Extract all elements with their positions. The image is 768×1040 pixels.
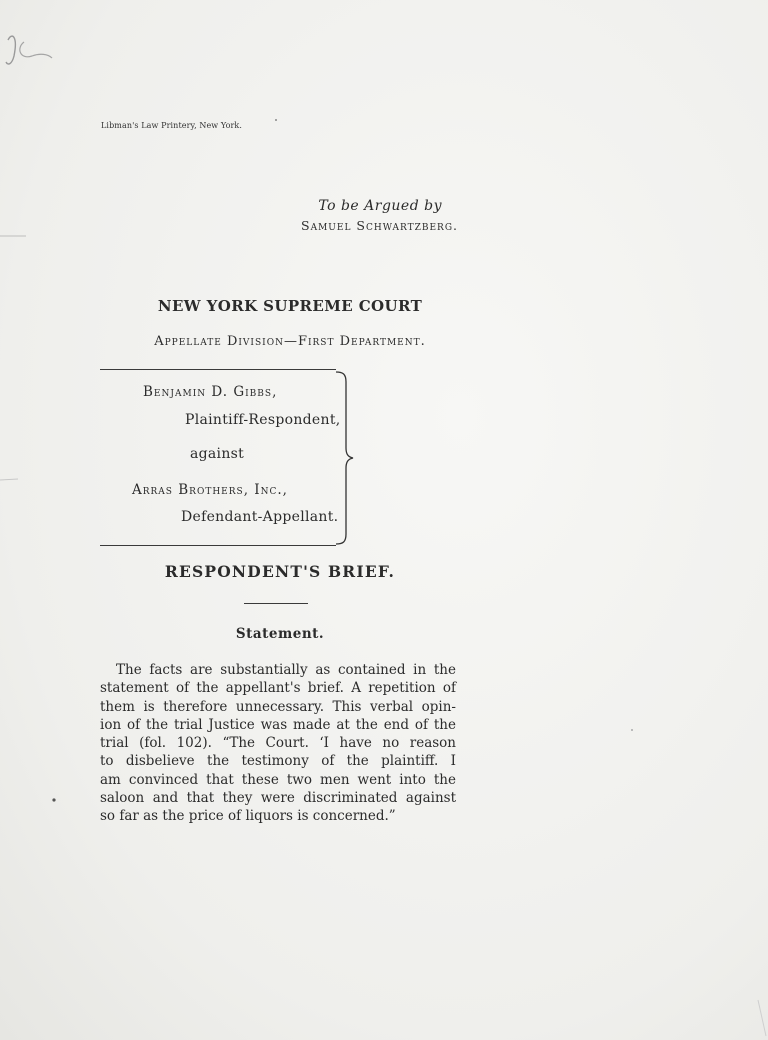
plaintiff-name: Benjamin D. Gibbs,: [143, 384, 278, 400]
paragraph-line: so far as the price of liquors is concerned.”: [100, 808, 396, 825]
paragraph-line: am convinced that these two men went into the: [100, 771, 456, 788]
paragraph-line: them is therefore unnecessary. This verbal opin-: [100, 698, 456, 715]
argued-by-name: Samuel Schwartzberg.: [301, 218, 458, 233]
paragraph-line: saloon and that they were discriminated against: [100, 790, 456, 807]
argued-by-label: To be Argued by: [318, 198, 442, 214]
plaintiff-role: Plaintiff-Respondent,: [185, 412, 341, 428]
paragraph-line: trial (fol. 102). “The Court. ‘I have no reason: [100, 735, 456, 752]
defendant-name: Arras Brothers, Inc.,: [132, 482, 288, 498]
printer-credit: Libman's Law Printery, New York.: [101, 121, 242, 130]
paragraph-line: ion of the trial Justice was made at the end of the: [100, 716, 456, 733]
court-division: Appellate Division—First Department.: [154, 334, 426, 349]
court-name: NEW YORK SUPREME COURT: [157, 297, 423, 315]
versus-label: against: [190, 446, 245, 462]
paragraph-line: statement of the appellant's brief. A repetition of: [100, 680, 456, 697]
paragraph-line: The facts are substantially as contained in the: [116, 662, 456, 678]
paragraph-line: to disbelieve the testimony of the plaintiff. I: [100, 753, 456, 770]
defendant-role: Defendant-Appellant.: [181, 509, 339, 525]
section-heading: Statement.: [235, 626, 325, 642]
brief-title: RESPONDENT'S BRIEF.: [164, 562, 396, 581]
